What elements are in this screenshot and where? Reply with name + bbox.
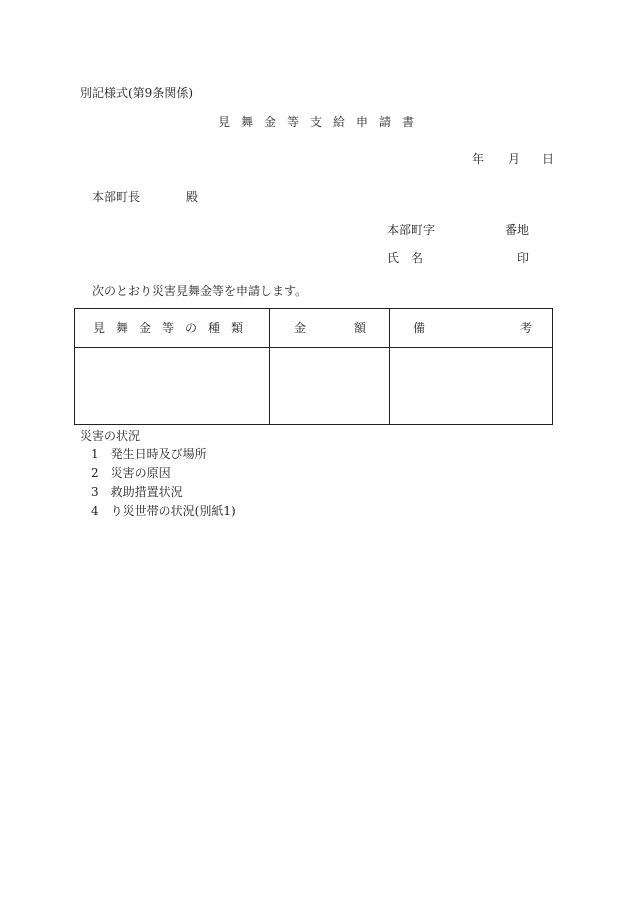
remarks-input-cell[interactable] xyxy=(390,348,553,425)
list-item: 1 発生日時及び場所 xyxy=(91,447,207,461)
application-table xyxy=(74,308,553,425)
amount-column-header xyxy=(270,309,390,348)
amount-header-label-2: 額 xyxy=(354,321,367,335)
table-row xyxy=(75,348,553,425)
amount-header-label-1: 金 xyxy=(294,321,307,335)
list-item: 4 り災世帯の状況(別紙1) xyxy=(91,504,236,518)
applicant-seal-label: 印 xyxy=(517,251,530,265)
document-title: 見舞金等支給申請書 xyxy=(218,115,426,129)
type-column-header xyxy=(75,309,270,348)
applicant-lot-label: 番地 xyxy=(505,223,530,237)
date-year-label: 年 xyxy=(472,152,485,166)
remarks-header-label-2: 考 xyxy=(520,321,533,335)
addressee-name: 本部町長 xyxy=(92,190,141,204)
addressee-honorific: 殿 xyxy=(186,190,199,204)
form-label: 別記様式(第9条関係) xyxy=(80,86,193,100)
date-day-label: 日 xyxy=(542,152,555,166)
date-month-label: 月 xyxy=(508,152,521,166)
amount-input-cell[interactable] xyxy=(270,348,390,425)
remarks-header-label-1: 備 xyxy=(413,321,426,335)
application-statement: 次のとおり災害見舞金等を申請します。 xyxy=(92,284,308,298)
list-item: 2 災害の原因 xyxy=(91,466,171,480)
list-item: 3 救助措置状況 xyxy=(91,485,183,499)
type-header-label: 見舞金等の種類 xyxy=(93,321,255,335)
remarks-column-header xyxy=(390,309,553,348)
applicant-address-label: 本部町字 xyxy=(387,223,436,237)
table-header-row xyxy=(75,309,553,348)
type-input-cell[interactable] xyxy=(75,348,270,425)
applicant-name-label: 氏 名 xyxy=(387,251,424,265)
situation-heading: 災害の状況 xyxy=(80,429,141,443)
